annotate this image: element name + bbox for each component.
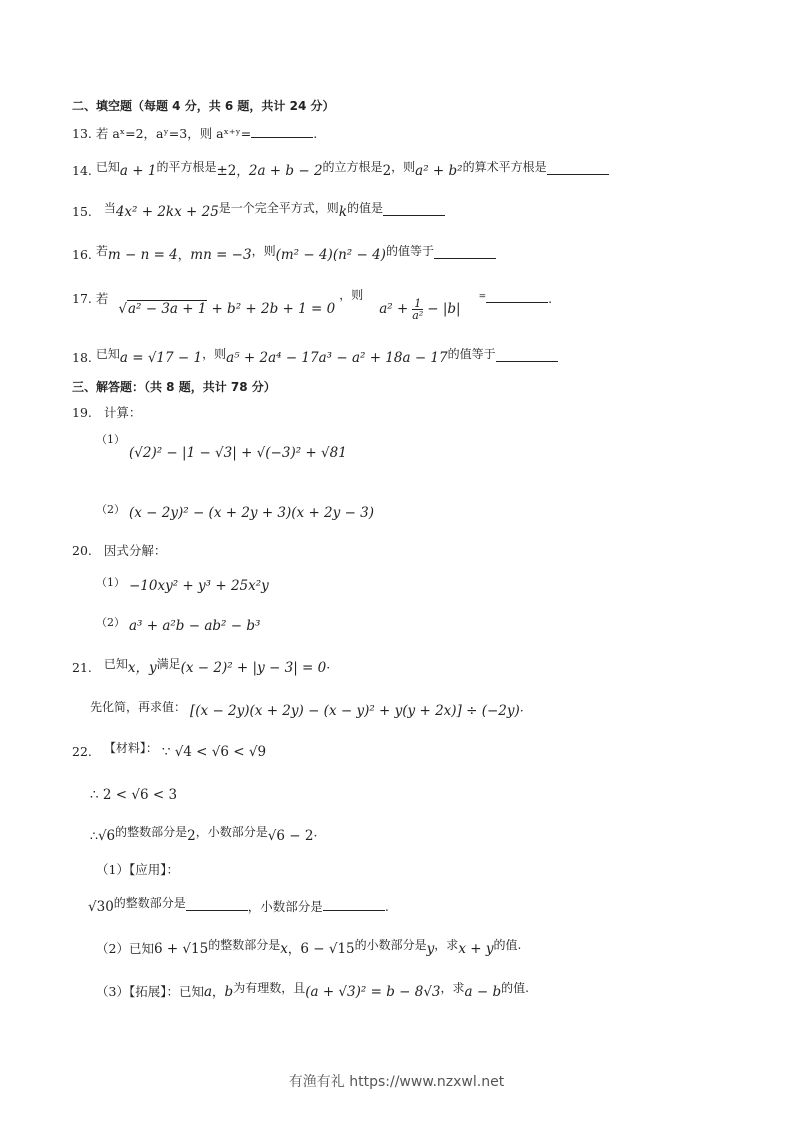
text: ，则 [339,288,364,302]
math: a⁵ + 2a⁴ − 17a³ − a² + 18a − 17 [226,350,448,366]
question-19-part-1 [96,433,347,461]
text: 因式分解： [103,543,167,558]
question-number: 20. [72,543,92,558]
math: x + y [458,941,494,957]
math: a [203,984,213,1000]
math: (x − 2)² + |y − 3| = 0 [180,660,327,676]
math: (a + √3)² = b − 8√3 [305,984,441,1000]
question-20 [72,542,166,560]
math: y [426,941,435,957]
part-label: （2） [96,503,125,516]
math: ∴ 2 < √6 < 3 [90,787,178,803]
math: m − n = 4 [107,247,178,263]
math: [(x − 2y)(x + 2y) − (x − y)² + y(y + 2x)] ÷ (−2y) [190,703,520,719]
math: a² + [379,301,409,317]
question-22-part-1 [88,896,389,916]
answer-blank[interactable] [251,123,313,138]
answer-blank[interactable] [547,160,609,175]
math: + b² + 2b + 1 = 0 [211,301,336,317]
text: 的值是 [347,201,384,215]
text: ，则 [251,244,276,258]
question-text: 若 aˣ=2，aʸ=3，则 aˣ⁺ʸ= [95,126,252,141]
text: 为有理数，且 [233,981,306,995]
question-22-part-3 [96,983,529,1001]
math: √30 [88,899,114,915]
question-22-line-3 [90,827,317,845]
question-number: 17. [72,291,92,306]
text: ，小数部分是 [195,825,268,839]
math: (m² − 4)(n² − 4) [275,247,386,263]
text: 已知 [95,347,120,361]
section-2-title: 二、填空题（每题 4 分，共 6 题，共计 24 分） [72,99,335,113]
text: 若 [95,291,109,306]
question-21 [72,659,330,677]
question-number: 15. [72,204,92,219]
text: ，小数部分是 [247,899,323,914]
text: 的平方根是 [156,160,217,174]
question-number: 18. [72,350,92,365]
footer-watermark: 有渔有礼 https://www.nzxwl.net [288,1074,505,1090]
math: −10xy² + y³ + 25x²y [128,578,269,594]
text: 满足 [156,657,181,671]
math-condition: √a² − 3a + 1 + b² + 2b + 1 = 0 [118,301,336,317]
math: ±2 [216,163,237,179]
question-14 [72,160,609,180]
math: (√2)² − |1 − √3| + √(−3)² + √81 [128,445,347,461]
text: ， [212,984,225,999]
text: 的立方根是 [322,160,383,174]
math: a³ + a²b − ab² − b³ [128,618,261,634]
math: (x − 2y)² − (x + 2y + 3)(x + 2y − 3) [128,505,375,521]
math: 2 [187,828,196,844]
text: 的值等于 [447,347,496,361]
text: 的值等于 [385,244,434,258]
math: √6 [97,828,116,844]
text: 先化简，再求值： [90,700,187,714]
question-15 [72,201,445,221]
math: a − b [464,984,502,1000]
answer-blank[interactable] [186,896,248,911]
math: 2a + b − 2 [248,163,323,179]
question-20-part-2 [96,617,260,636]
math-expression [379,297,464,322]
text: 的值. [501,981,529,995]
math: − |b| [427,301,461,317]
fraction: $\frac{1}{\text{a²}}$ [412,297,424,322]
math: x [280,941,288,957]
question-22-part-1-label: （1）【应用】： [96,862,179,877]
text: ，求 [440,981,465,995]
question-number: 21. [72,660,92,675]
math: 2 [382,163,392,179]
text: 的值. [493,938,522,952]
math: ∵ √4 < √6 < √9 [161,744,267,760]
text: 的整数部分是 [113,896,186,910]
text: ，则 [202,347,227,361]
question-19 [72,404,141,422]
math: x，y [127,660,157,676]
question-20-part-1 [96,577,269,596]
answer-blank[interactable] [323,896,385,911]
text: ，求 [434,938,459,952]
text: 当 [103,201,116,215]
text: · [519,703,524,718]
radicand: a² − 3a + 1 [127,301,207,317]
text: 若 [95,244,108,258]
part-label: （2）已知 [96,941,154,956]
text: ∴ [90,828,98,843]
text: 的整数部分是 [208,938,281,952]
answer-blank[interactable] [434,244,496,259]
math: a² + b² [415,163,463,179]
part-label: （3）【拓展】：已知 [96,984,204,999]
math: √6 − 2 [267,828,314,844]
text: . [384,899,389,914]
question-number: 14. [72,163,92,178]
question-number: 13. [72,126,92,141]
text: · [326,660,331,675]
text: 已知 [103,657,128,671]
text: 计算： [103,405,142,420]
math: k [338,204,347,220]
part-label: （1） [96,433,125,446]
text: ， [177,247,191,262]
part-label: （2） [96,616,125,629]
math: b [224,984,234,1000]
answer-blank[interactable] [486,288,548,303]
question-17 [72,288,553,322]
question-22 [72,743,266,761]
text: 是一个完全平方式，则 [218,201,339,215]
math: 6 − √15 [300,941,355,957]
text: 的整数部分是 [115,825,188,839]
question-13: 13. 若 aˣ=2，aʸ=3，则 aˣ⁺ʸ= . [72,123,317,143]
text: 的算术平方根是 [462,160,547,174]
question-18 [72,347,558,367]
section-3-title: 三、解答题：（共 8 题，共计 78 分） [72,380,276,394]
text: · [313,828,318,843]
question-22-line-2 [90,786,177,804]
text: 的小数部分是 [354,938,427,952]
text: ， [236,163,249,178]
question-16 [72,244,496,264]
question-22-part-2 [96,940,521,958]
text: = [478,292,487,302]
question-number: 16. [72,247,92,262]
math: 6 + √15 [153,941,209,957]
math: mn = −3 [190,247,252,263]
text: . [548,291,553,306]
math: a = √17 − 1 [119,350,203,366]
text: 【材料】： [103,741,158,755]
math: 4x² + 2kx + 25 [115,204,219,220]
part-label: （1） [96,576,125,589]
question-number: 22. [72,744,92,759]
text: ， [287,941,301,956]
question-number: 19. [72,405,92,420]
text: 已知 [95,160,120,174]
question-19-part-2 [96,504,374,523]
math: a + 1 [119,163,157,179]
text: ，则 [391,160,416,174]
answer-blank[interactable] [496,347,558,362]
question-21-line-2 [90,702,524,720]
answer-blank[interactable] [383,201,445,216]
